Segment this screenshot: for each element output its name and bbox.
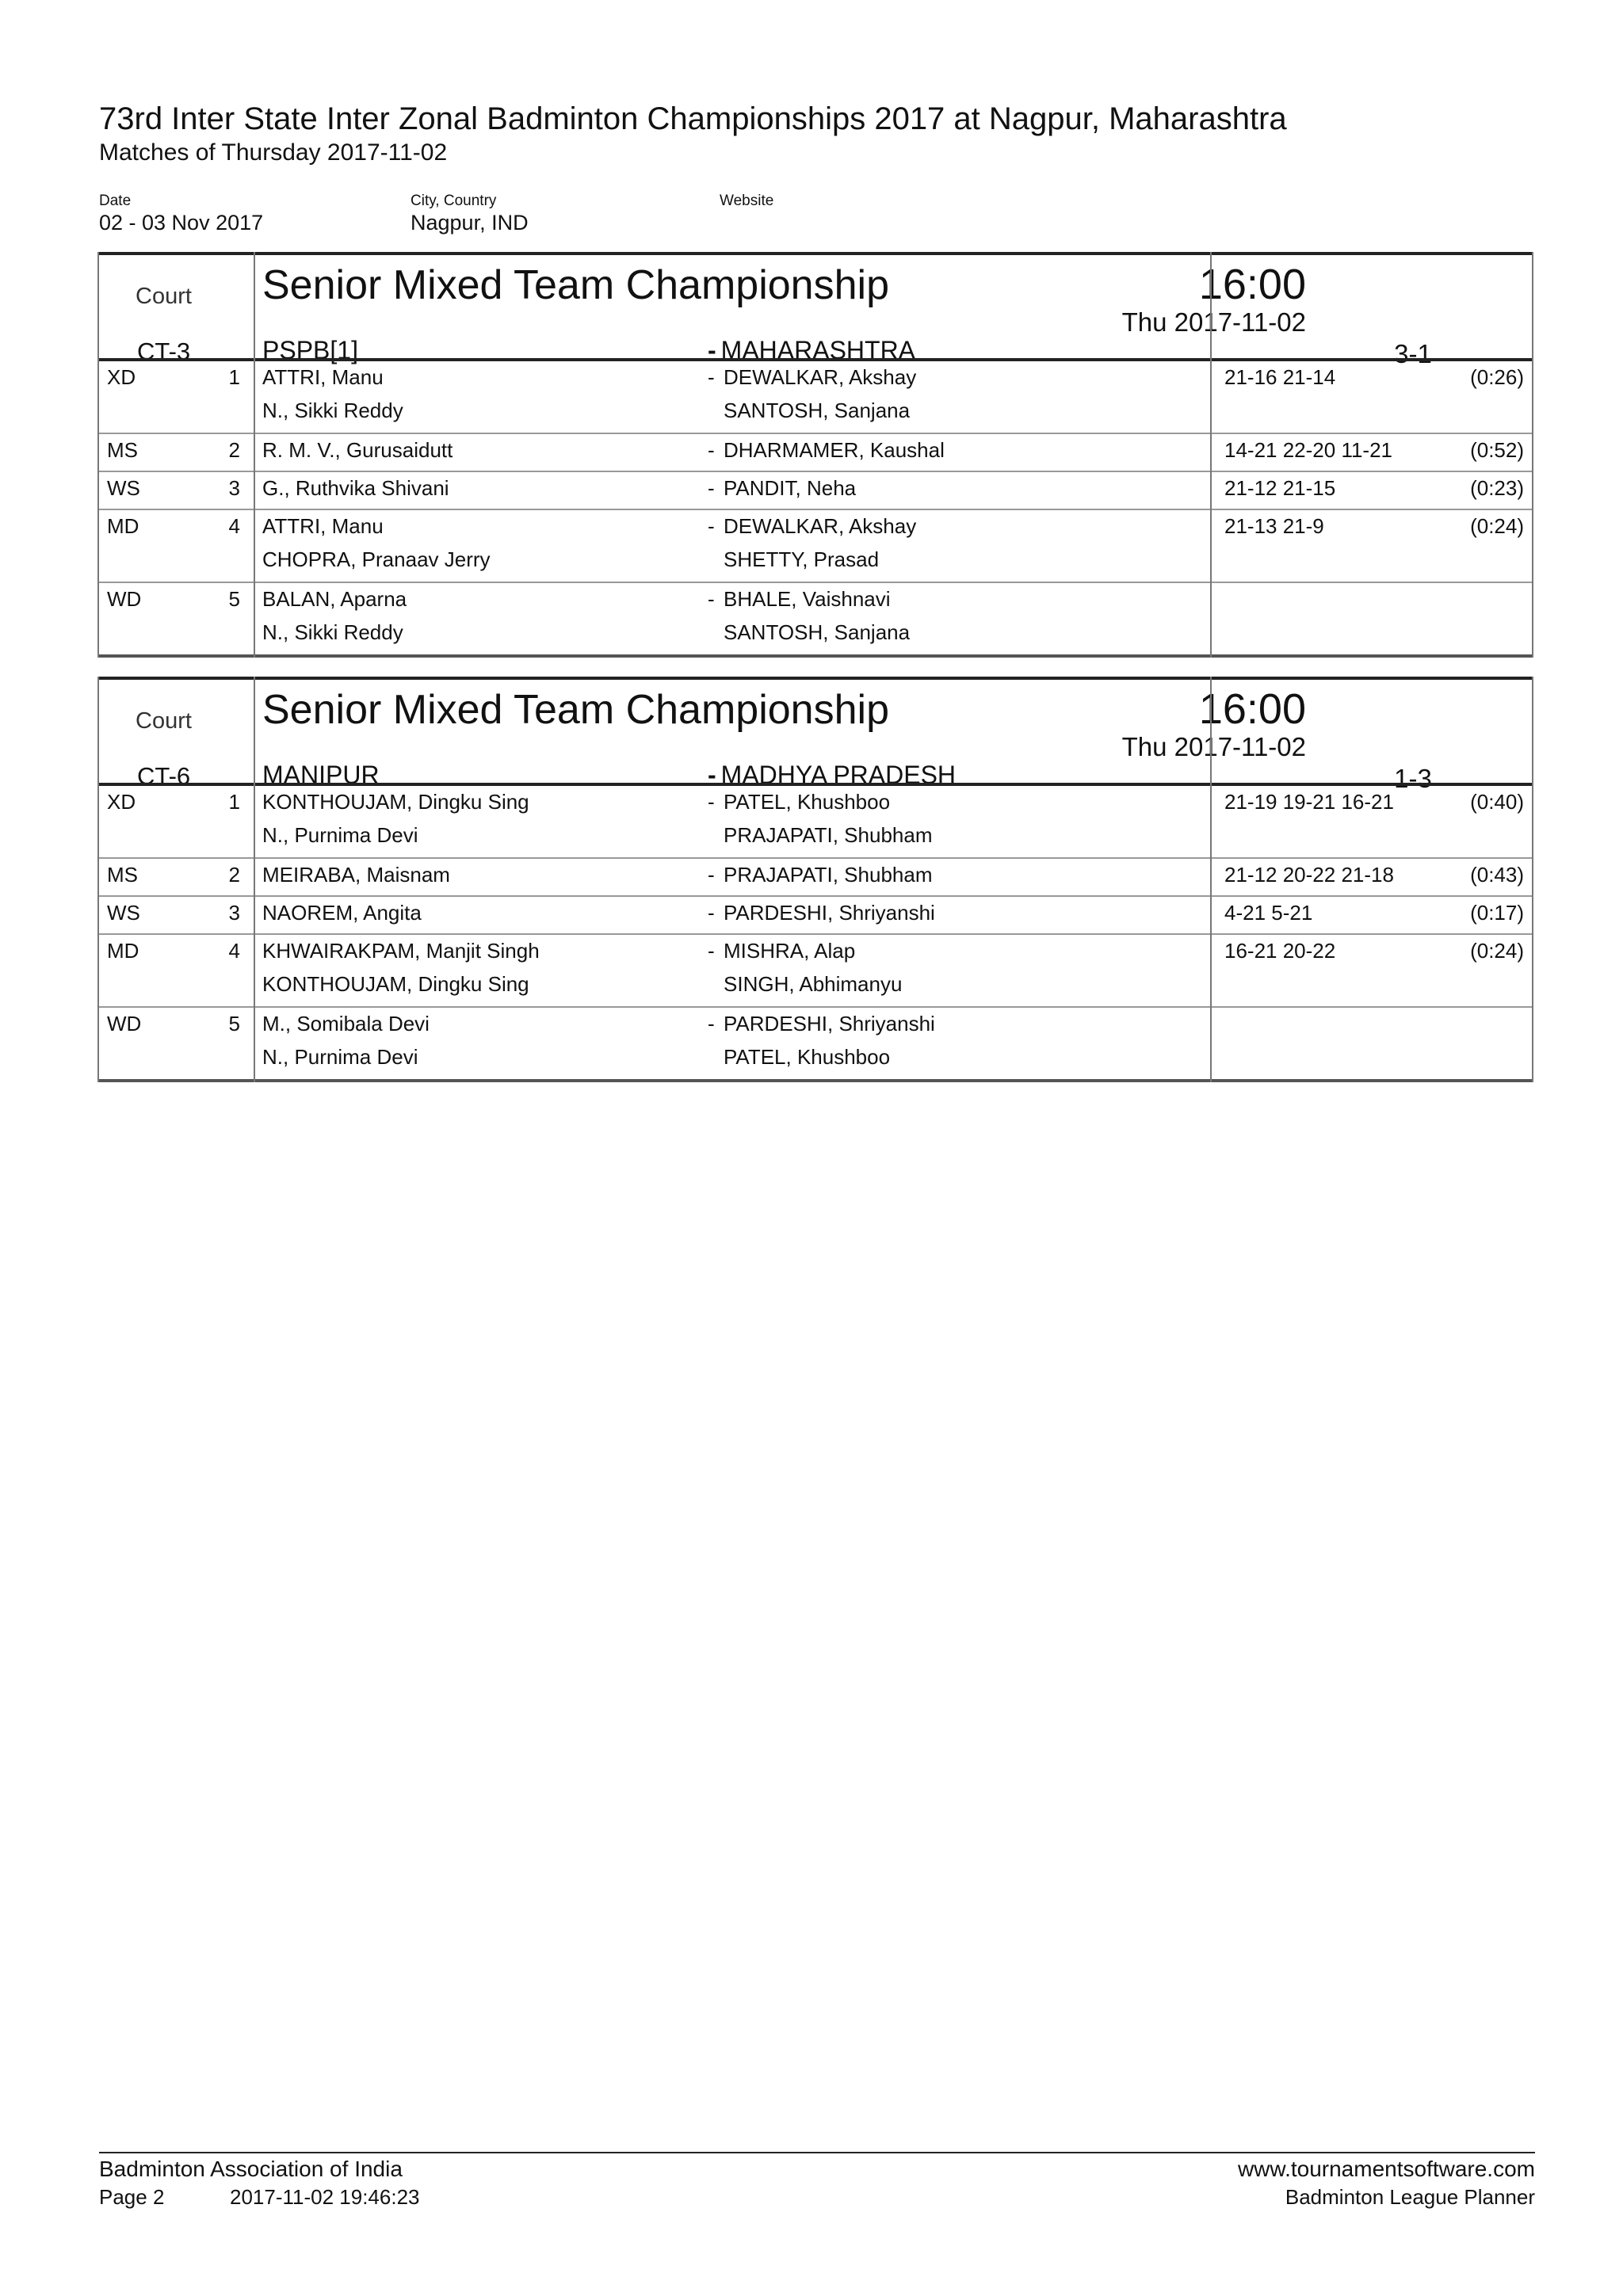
discipline: XD (107, 790, 136, 814)
right-border (1532, 252, 1533, 658)
court-id: CT-3 (137, 338, 191, 365)
team-score: 1-3 (1394, 764, 1432, 793)
player-away-partner: SINGH, Abhimanyu (724, 972, 903, 996)
match-top-border (97, 252, 1533, 255)
match-number: 2 (228, 438, 240, 462)
row-divider (97, 509, 1533, 510)
player-away: BHALE, Vaishnavi (724, 587, 891, 611)
player-away: DEWALKAR, Akshay (724, 365, 917, 389)
player-home-partner: N., Purnima Devi (262, 1045, 418, 1069)
match-number: 3 (228, 901, 240, 925)
footer-application: Badminton League Planner (1285, 2185, 1535, 2209)
match-number: 2 (228, 863, 240, 887)
footer-divider (99, 2152, 1535, 2153)
player-separator: - (708, 365, 715, 389)
player-separator: - (708, 438, 715, 462)
team-score: 3-1 (1394, 339, 1432, 368)
row-divider (97, 895, 1533, 897)
team-separator: - (708, 336, 716, 364)
game-scores: 16-21 20-22 (1224, 939, 1336, 963)
city-value: Nagpur, IND (411, 211, 529, 235)
date-label: Date (99, 193, 132, 209)
discipline: XD (107, 365, 136, 389)
player-home: KONTHOUJAM, Dingku Sing (262, 790, 529, 814)
team-away: MAHARASHTRA (720, 336, 916, 364)
court-id: CT-6 (137, 762, 191, 790)
result-column-divider (1210, 252, 1212, 658)
team-separator: - (708, 761, 716, 789)
player-separator: - (708, 587, 715, 611)
player-home: ATTRI, Manu (262, 514, 384, 538)
player-away: PATEL, Khushboo (724, 790, 891, 814)
player-away-partner: SHETTY, Prasad (724, 547, 880, 571)
discipline: MD (107, 939, 139, 963)
discipline: MS (107, 863, 138, 887)
player-away-partner: SANTOSH, Sanjana (724, 620, 911, 644)
document-title: 73rd Inter State Inter Zonal Badminton Championships 2017 at Nagpur, Maharashtra (99, 101, 1287, 136)
player-home: NAOREM, Angita (262, 901, 422, 925)
player-home-partner: CHOPRA, Pranaav Jerry (262, 547, 491, 571)
row-divider (97, 471, 1533, 472)
player-home-partner: KONTHOUJAM, Dingku Sing (262, 972, 529, 996)
match-duration: (0:26) (1470, 365, 1524, 389)
discipline: WS (107, 476, 140, 500)
match-duration: (0:24) (1470, 514, 1524, 538)
match-number: 5 (228, 1012, 240, 1035)
game-scores: 21-12 21-15 (1224, 476, 1336, 500)
player-away: PANDIT, Neha (724, 476, 857, 500)
player-home-partner: N., Sikki Reddy (262, 620, 403, 644)
match-number: 1 (228, 790, 240, 814)
footer-website: www.tournamentsoftware.com (1237, 2157, 1535, 2181)
match-number: 4 (228, 939, 240, 963)
city-label: City, Country (411, 193, 497, 209)
footer-page-number: Page 2 (99, 2185, 165, 2209)
player-separator: - (708, 476, 715, 500)
player-away-partner: PRAJAPATI, Shubham (724, 823, 933, 847)
game-scores: 21-13 21-9 (1224, 514, 1324, 538)
match-block (97, 677, 1533, 1082)
court-label: Court (136, 284, 192, 309)
game-scores: 14-21 22-20 11-21 (1224, 438, 1393, 462)
discipline: WS (107, 901, 140, 925)
discipline: MD (107, 514, 139, 538)
match-duration: (0:52) (1470, 438, 1524, 462)
player-separator: - (708, 939, 715, 963)
court-column-divider (254, 677, 255, 1082)
match-duration: (0:24) (1470, 939, 1524, 963)
match-number: 4 (228, 514, 240, 538)
player-home: BALAN, Aparna (262, 587, 407, 611)
match-number: 3 (228, 476, 240, 500)
match-number: 5 (228, 587, 240, 611)
match-duration: (0:17) (1470, 901, 1524, 925)
player-away: PRAJAPATI, Shubham (724, 863, 933, 887)
date-value: 02 - 03 Nov 2017 (99, 211, 264, 235)
match-duration: (0:23) (1470, 476, 1524, 500)
player-home: G., Ruthvika Shivani (262, 476, 449, 500)
game-scores: 21-16 21-14 (1224, 365, 1336, 389)
row-divider (97, 933, 1533, 935)
event-name: Senior Mixed Team Championship (262, 262, 889, 308)
event-name: Senior Mixed Team Championship (262, 687, 889, 733)
player-separator: - (708, 863, 715, 887)
court-label: Court (136, 708, 192, 734)
team-home: PSPB[1] (262, 336, 358, 364)
document-subtitle: Matches of Thursday 2017-11-02 (99, 139, 448, 166)
match-top-border (97, 677, 1533, 680)
row-divider (97, 1006, 1533, 1008)
match-date: Thu 2017-11-02 (1121, 307, 1306, 337)
row-divider (97, 433, 1533, 434)
match-time: 16:00 (1198, 685, 1306, 733)
player-away: PARDESHI, Shriyanshi (724, 1012, 935, 1035)
player-home: KHWAIRAKPAM, Manjit Singh (262, 939, 540, 963)
footer-organization: Badminton Association of India (99, 2157, 403, 2181)
player-away: DEWALKAR, Akshay (724, 514, 917, 538)
team-away: MADHYA PRADESH (720, 761, 957, 789)
player-away-partner: PATEL, Khushboo (724, 1045, 891, 1069)
website-label: Website (720, 193, 774, 209)
player-home: MEIRABA, Maisnam (262, 863, 450, 887)
game-scores: 21-12 20-22 21-18 (1224, 863, 1394, 887)
player-home: R. M. V., Gurusaidutt (262, 438, 453, 462)
player-home-partner: N., Sikki Reddy (262, 399, 403, 422)
player-away: MISHRA, Alap (724, 939, 856, 963)
player-home-partner: N., Purnima Devi (262, 823, 418, 847)
match-duration: (0:40) (1470, 790, 1524, 814)
player-home: M., Somibala Devi (262, 1012, 430, 1035)
header-divider (97, 358, 1533, 361)
match-bottom-border (97, 654, 1533, 658)
match-block (97, 252, 1533, 658)
player-away: PARDESHI, Shriyanshi (724, 901, 935, 925)
match-duration: (0:43) (1470, 863, 1524, 887)
match-bottom-border (97, 1079, 1533, 1082)
game-scores: 21-19 19-21 16-21 (1224, 790, 1394, 814)
match-time: 16:00 (1198, 261, 1306, 308)
player-separator: - (708, 1012, 715, 1035)
row-divider (97, 857, 1533, 859)
match-date: Thu 2017-11-02 (1121, 732, 1306, 761)
left-border (97, 677, 99, 1082)
row-divider (97, 582, 1533, 583)
footer-timestamp: 2017-11-02 19:46:23 (230, 2185, 420, 2209)
player-away-partner: SANTOSH, Sanjana (724, 399, 911, 422)
team-home: MANIPUR (262, 761, 380, 789)
right-border (1532, 677, 1533, 1082)
header-divider (97, 783, 1533, 786)
court-column-divider (254, 252, 255, 658)
game-scores: 4-21 5-21 (1224, 901, 1313, 925)
player-separator: - (708, 514, 715, 538)
left-border (97, 252, 99, 658)
match-number: 1 (228, 365, 240, 389)
player-separator: - (708, 790, 715, 814)
player-separator: - (708, 901, 715, 925)
discipline: MS (107, 438, 138, 462)
result-column-divider (1210, 677, 1212, 1082)
discipline: WD (107, 587, 142, 611)
player-home: ATTRI, Manu (262, 365, 384, 389)
player-away: DHARMAMER, Kaushal (724, 438, 945, 462)
discipline: WD (107, 1012, 142, 1035)
